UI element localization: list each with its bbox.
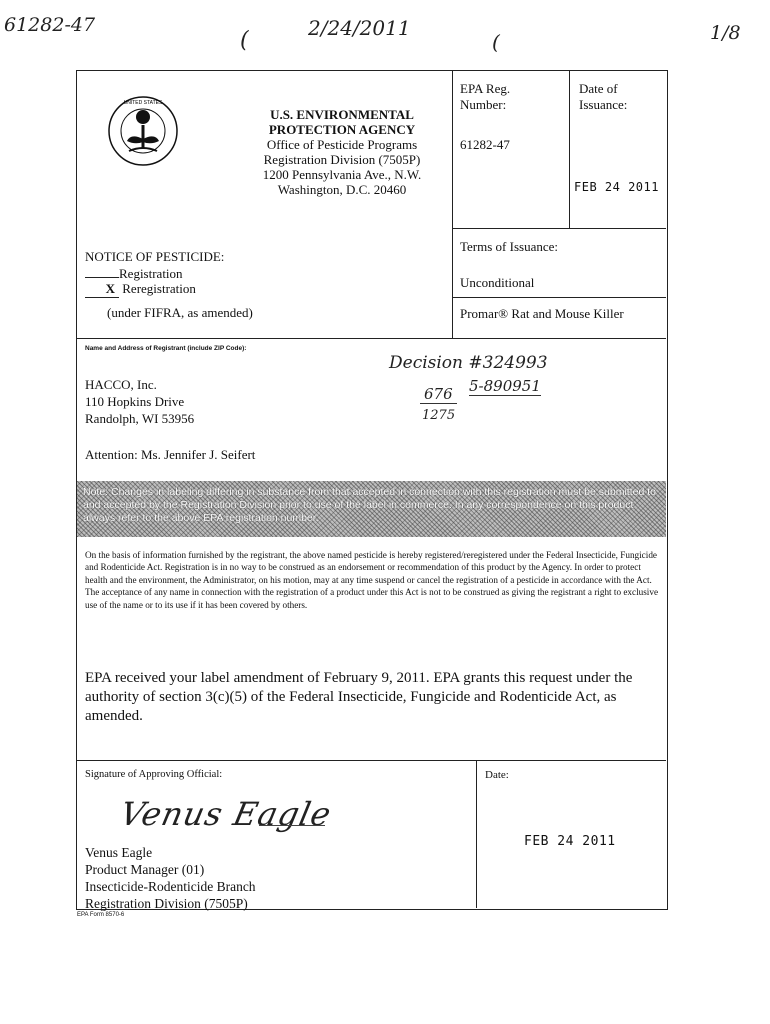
handwritten-code-bottom: 1275 xyxy=(422,408,456,423)
signer-title: Product Manager (01) xyxy=(85,862,205,877)
registrant-attention: Attention: Ms. Jennifer J. Seifert xyxy=(85,447,256,462)
signature-label: Signature of Approving Official: xyxy=(85,769,223,780)
reregistration-check-mark: X xyxy=(85,281,119,298)
handwritten-code-top: 676 xyxy=(420,385,457,404)
labeling-note-text: Note: Changes in labeling differing in substance from that accepted in connection with this registration must be submitted to and accepted by the Registration Division prior to use of the label in commerce. In any correspondence on this product always refer to the above EPA registration number. xyxy=(83,486,656,524)
registrant-company: HACCO, Inc. xyxy=(85,377,157,392)
approval-date-stamp: FEB 24 2011 xyxy=(524,834,616,849)
registrant-street: 110 Hopkins Drive xyxy=(85,394,185,409)
option-reregistration xyxy=(85,281,196,298)
divider xyxy=(452,297,666,298)
epa-seal-logo xyxy=(107,95,179,167)
issuance-label-line2: Issuance: xyxy=(579,97,628,112)
agency-division: Registration Division (7505P) xyxy=(263,152,421,167)
reg-number-label-line1: EPA Reg. xyxy=(460,81,511,96)
issuance-label-line1: Date of xyxy=(579,81,618,96)
handwritten-decision-number: Decision #324993 xyxy=(389,353,548,373)
divider xyxy=(452,228,666,229)
agency-city: Washington, D.C. 20460 xyxy=(277,182,407,197)
signer-division: Registration Division (7505P) xyxy=(85,896,248,911)
agency-name-line1: U.S. ENVIRONMENTAL xyxy=(270,107,414,122)
product-name: Promar® Rat and Mouse Killer xyxy=(460,306,624,321)
registrant-city: Randolph, WI 53956 xyxy=(85,411,195,426)
stray-mark: ( xyxy=(240,28,249,53)
divider xyxy=(476,760,477,908)
stray-mark: ( xyxy=(492,30,500,54)
date-label: Date: xyxy=(485,769,509,781)
signature-flourish xyxy=(259,825,325,826)
reg-number-label-line2: Number: xyxy=(460,97,507,112)
handwritten-page-number: 1/8 xyxy=(710,22,741,44)
registration-notice-form xyxy=(76,70,668,910)
registrant-label: Name and Address of Registrant (include ZIP Code): xyxy=(85,345,247,352)
agency-header xyxy=(227,107,457,197)
fifra-note: (under FIFRA, as amended) xyxy=(107,305,253,320)
amendment-paragraph: EPA received your label amendment of February 9, 2011. EPA grants this request under the authority of section 3(c)(5) of the Federal Insecticide, Fungicide and Rodenticide Act, as amended. xyxy=(85,670,633,724)
divider xyxy=(77,760,666,761)
issuance-date-stamp: FEB 24 2011 xyxy=(574,180,659,194)
signer-branch: Insecticide-Rodenticide Branch xyxy=(85,879,256,894)
handwritten-file-number: 61282-47 xyxy=(4,14,96,36)
agency-name-line2: PROTECTION AGENCY xyxy=(268,122,416,137)
legal-paragraph: On the basis of information furnished by the registrant, the above named pesticide is hereby registered/reregistered under the Federal Insecticide, Fungicide and Rodenticide Act. Registration is in no way to be construed as an endorsement or recommendation of this product by the Agency. In order to protect health and the environment, the Administrator, on his motion, may at any time suspend or cancel the registration of a pesticide in accordance with the Act. The acceptance of any name in connection with the registration of a product under this Act is not to be construed as giving the registrant a right to exclusive use of the name or to its use if it has been covered by others. xyxy=(85,550,659,610)
signer-name: Venus Eagle xyxy=(85,845,153,860)
divider xyxy=(77,338,666,339)
svg-text:UNITED STATES: UNITED STATES xyxy=(123,100,163,106)
option-reregistration-label: Reregistration xyxy=(122,281,196,296)
option-registration-label: Registration xyxy=(119,266,183,281)
handwritten-date: 2/24/2011 xyxy=(308,16,411,40)
agency-street: 1200 Pennsylvania Ave., N.W. xyxy=(262,167,422,182)
agency-office: Office of Pesticide Programs xyxy=(266,137,418,152)
option-registration xyxy=(85,265,183,282)
notice-title: NOTICE OF PESTICIDE: xyxy=(85,249,225,264)
divider xyxy=(569,71,570,228)
terms-value: Unconditional xyxy=(460,275,535,290)
reg-number-value: 61282-47 xyxy=(460,137,510,152)
labeling-note-band xyxy=(77,481,666,537)
form-number: EPA Form 8570-6 xyxy=(77,912,125,918)
handwritten-code-right: 5-890951 xyxy=(469,377,541,395)
terms-label: Terms of Issuance: xyxy=(460,239,559,254)
signature-image: Venus Eagle xyxy=(116,795,336,833)
